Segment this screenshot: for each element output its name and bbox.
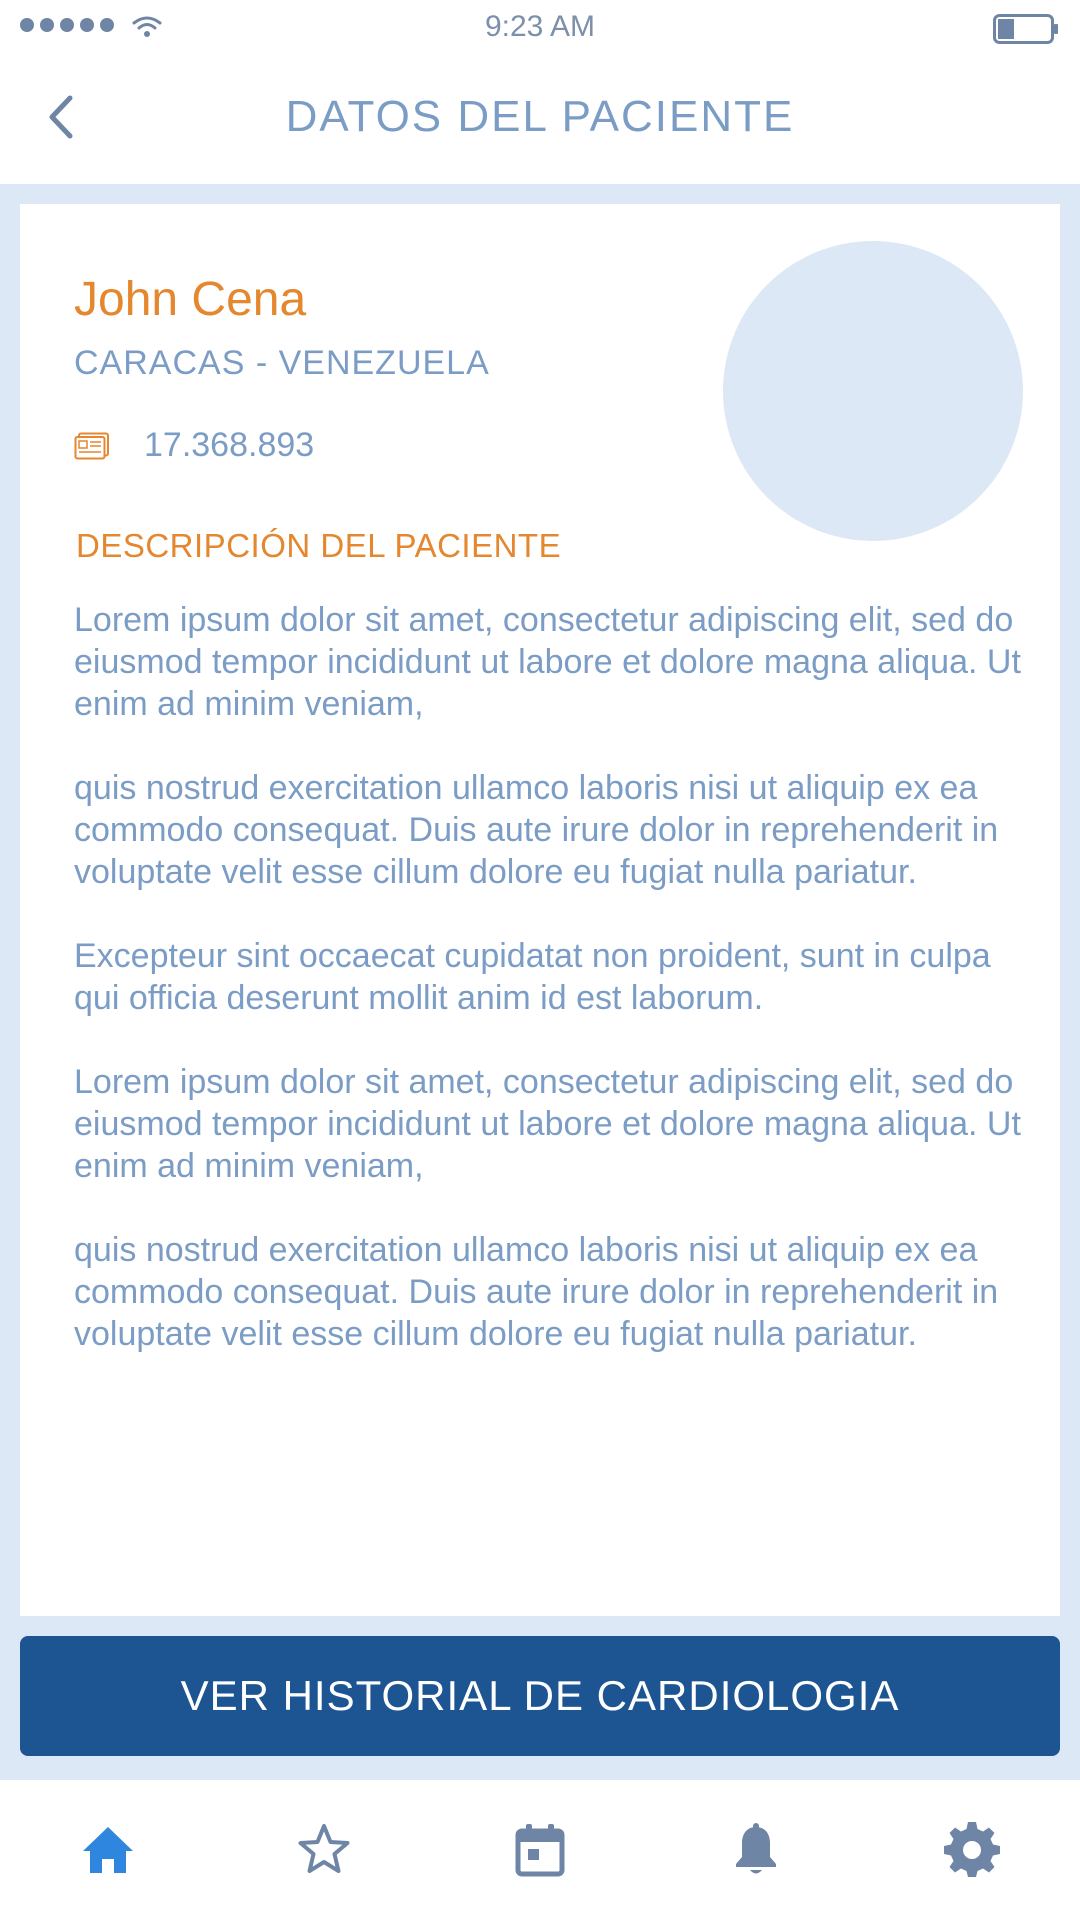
nav-notifications[interactable] xyxy=(721,1815,791,1885)
description-paragraph: Lorem ipsum dolor sit amet, consectetur adipiscing elit, sed do eiusmod tempor incididunt ut labore et dolore magna aliqua. Ut enim ad minim veniam, xyxy=(74,1063,1021,1185)
battery-icon xyxy=(993,14,1059,44)
nav-settings[interactable] xyxy=(937,1815,1007,1885)
bottom-nav xyxy=(0,1780,1080,1920)
nav-calendar[interactable] xyxy=(505,1815,575,1885)
star-icon xyxy=(295,1821,353,1879)
patient-location: CARACAS - VENEZUELA xyxy=(74,344,490,382)
description-paragraph: quis nostrud exercitation ullamco laboris nisi ut aliquip ex ea commodo consequat. Duis aute irure dolor in reprehenderit in voluptate velit esse cillum dolore eu fugiat nulla pariatur. xyxy=(74,1231,999,1353)
page-title: DATOS DEL PACIENTE xyxy=(285,92,795,141)
description-paragraph: quis nostrud exercitation ullamco laboris nisi ut aliquip ex ea commodo consequat. Duis aute irure dolor in reprehenderit in voluptate velit esse cillum dolore eu fugiat nulla pariatur. xyxy=(74,769,999,891)
patient-id-row xyxy=(74,426,314,465)
description-paragraph: Excepteur sint occaecat cupidatat non proident, sunt in culpa qui officia deserunt mollit anim id est laborum. xyxy=(74,937,991,1017)
patient-id-number: 17.368.893 xyxy=(144,426,315,464)
description-paragraph: Lorem ipsum dolor sit amet, consectetur adipiscing elit, sed do eiusmod tempor incididunt ut labore et dolore magna aliqua. Ut enim ad minim veniam, xyxy=(74,601,1021,723)
patient-card xyxy=(20,204,1060,1616)
status-time: 9:23 AM xyxy=(484,10,596,43)
nav-home[interactable] xyxy=(73,1815,143,1885)
bell-icon xyxy=(727,1821,785,1879)
calendar-icon xyxy=(511,1821,569,1879)
patient-name: John Cena xyxy=(74,273,307,326)
view-cardiology-history-button[interactable]: VER HISTORIAL DE CARDIOLOGIA xyxy=(20,1636,1060,1756)
nav-favorites[interactable] xyxy=(289,1815,359,1885)
description-body xyxy=(74,599,1034,1397)
home-icon xyxy=(79,1821,137,1879)
avatar xyxy=(723,241,1023,541)
status-bar xyxy=(0,0,1080,56)
header xyxy=(0,56,1080,184)
id-card-icon xyxy=(74,432,110,460)
main-content xyxy=(0,184,1080,1780)
gear-icon xyxy=(943,1821,1001,1879)
description-heading: DESCRIPCIÓN DEL PACIENTE xyxy=(76,527,562,564)
